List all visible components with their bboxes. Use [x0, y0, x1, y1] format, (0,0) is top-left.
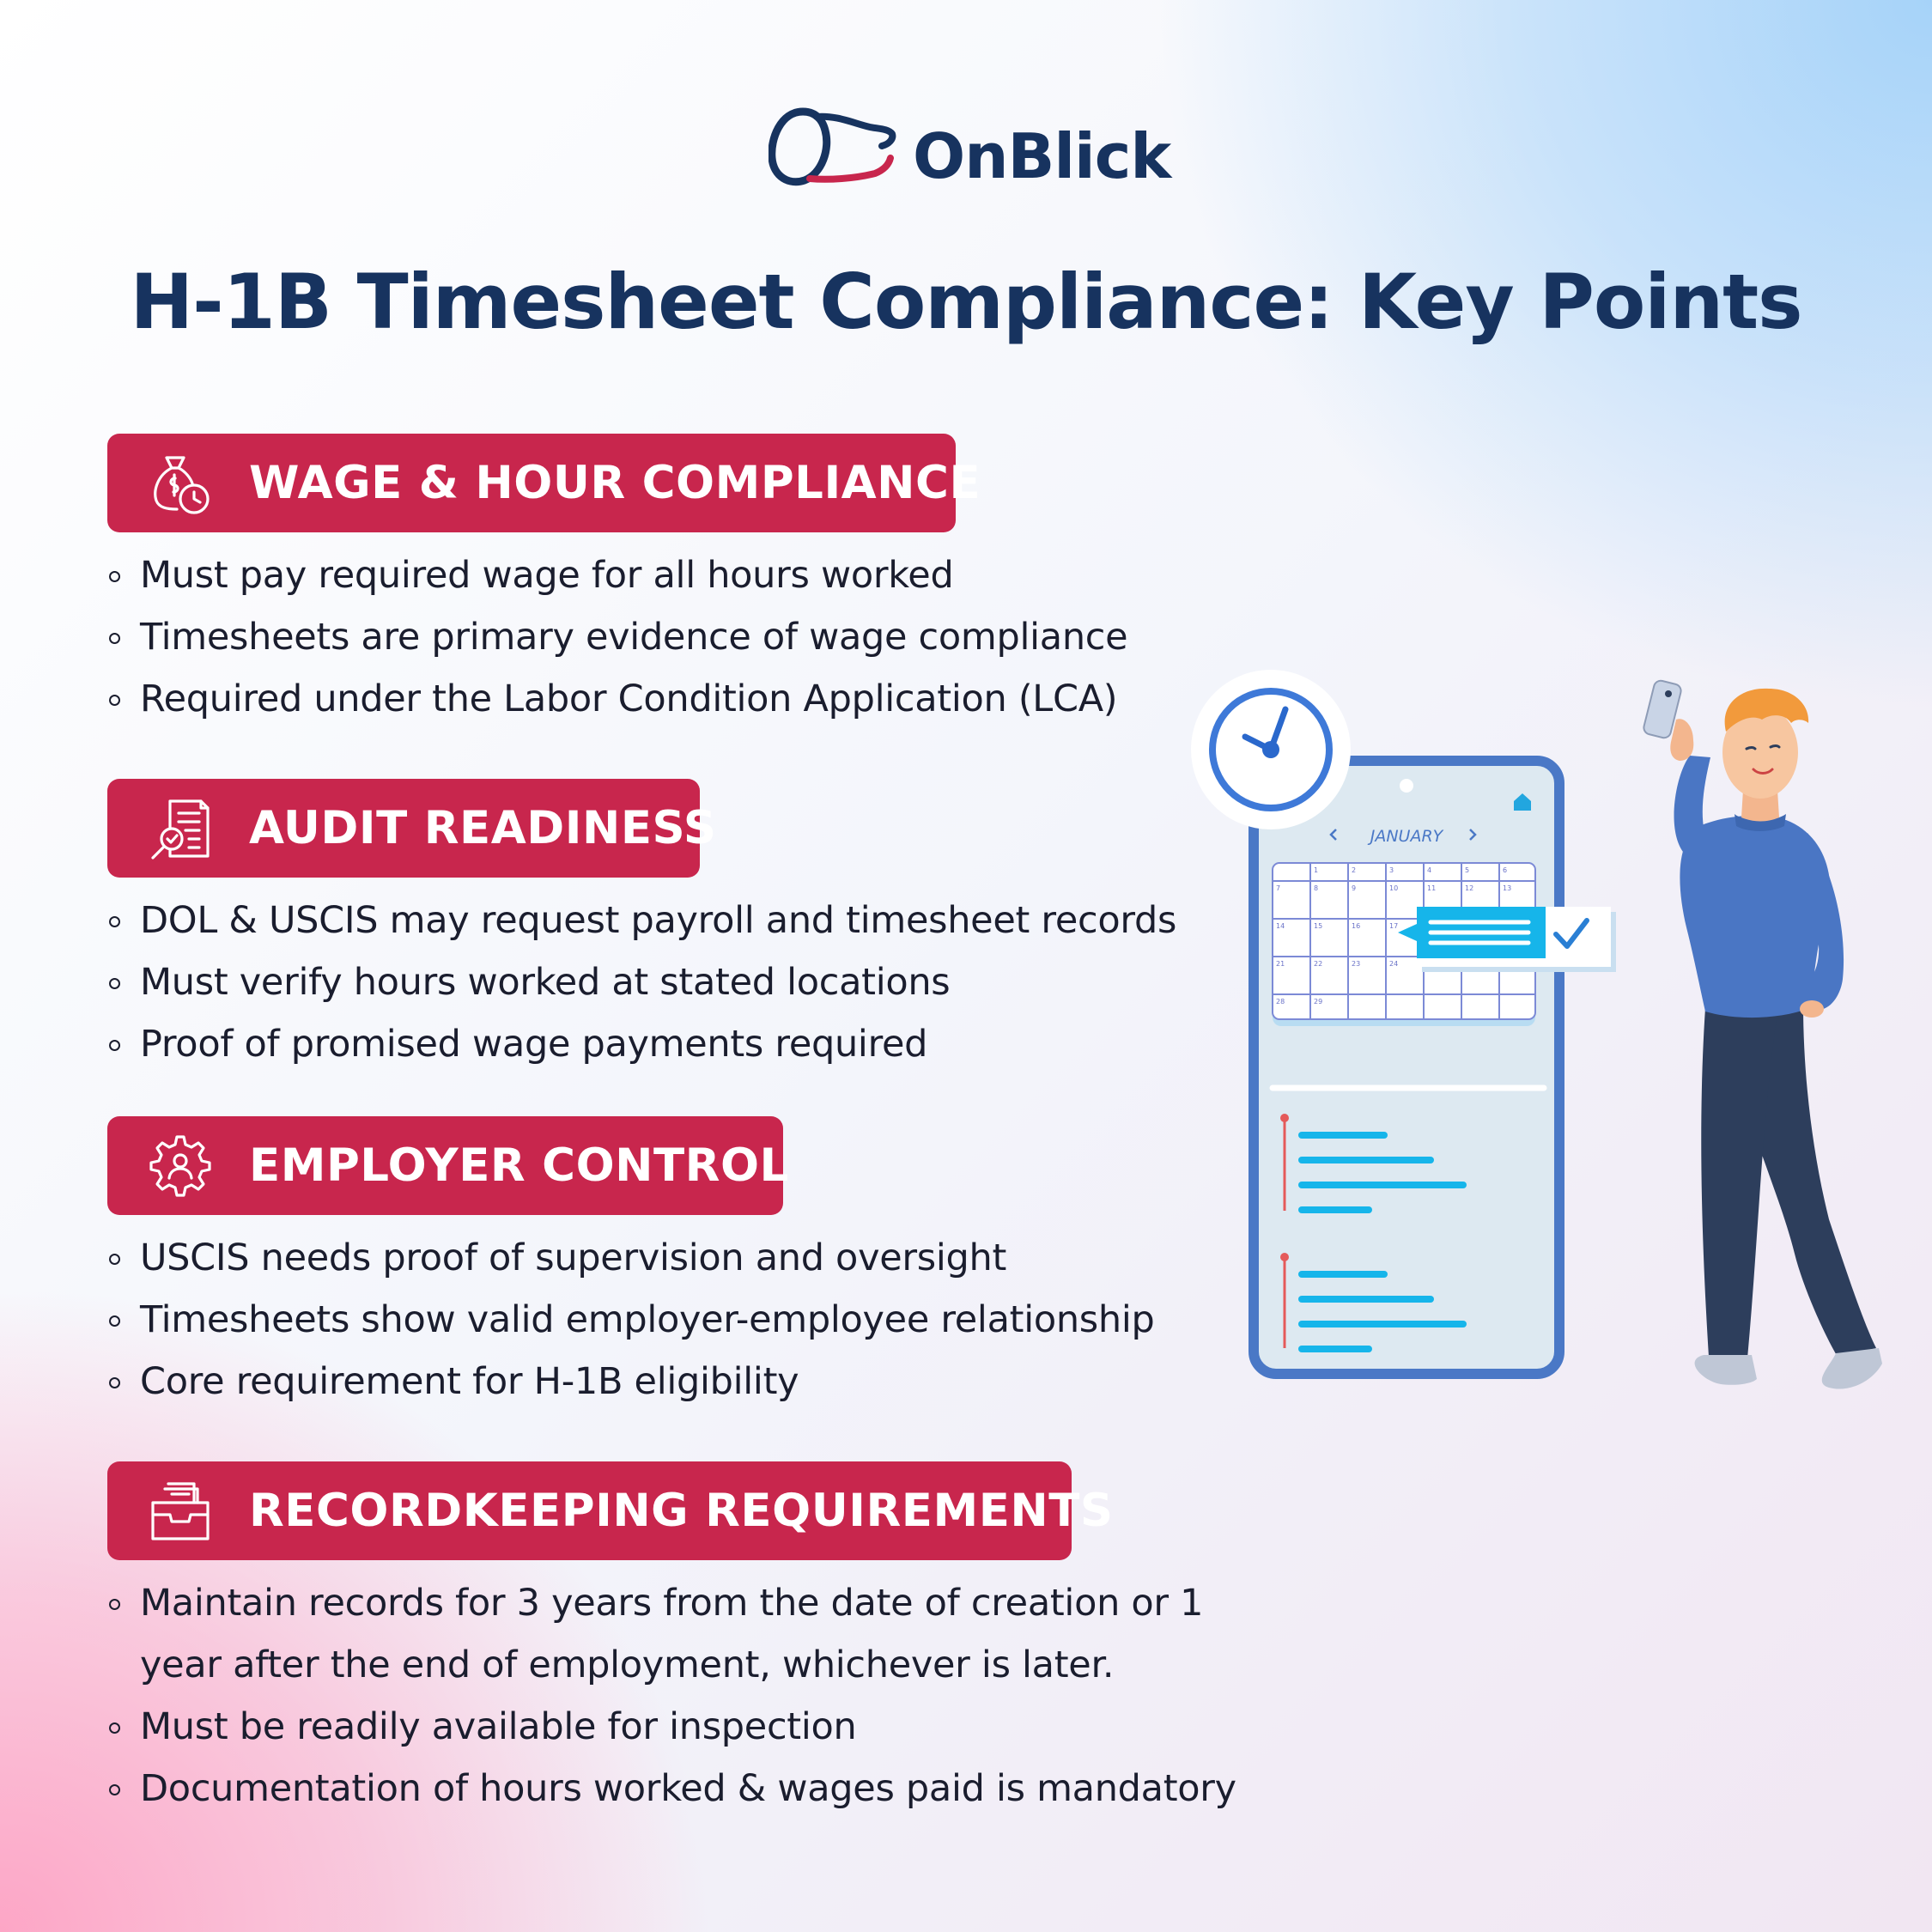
calendar-day: 5	[1465, 866, 1470, 874]
calendar-day: 2	[1352, 866, 1357, 874]
file-folder-icon	[146, 1477, 215, 1546]
document-audit-icon	[146, 794, 215, 863]
calendar-day: 23	[1352, 960, 1361, 968]
calendar-day: 8	[1314, 884, 1319, 892]
employer-control-bullets	[107, 1227, 1155, 1413]
list-item: Timesheets are primary evidence of wage compliance	[107, 606, 1127, 668]
list-item: Maintain records for 3 years from the date of creation or 1	[107, 1572, 1236, 1634]
audit-readiness-bullets	[107, 890, 1176, 1075]
calendar-day: 9	[1352, 884, 1357, 892]
section-title: AUDIT READINESS	[249, 802, 717, 854]
section-header-wage-hour	[107, 434, 981, 532]
section-header-recordkeeping	[107, 1461, 1114, 1560]
calendar-day: 24	[1389, 960, 1399, 968]
calendar-day: 29	[1314, 998, 1323, 1005]
recordkeeping-bullets	[107, 1572, 1236, 1820]
list-item: DOL & USCIS may request payroll and timesheet records	[107, 890, 1176, 951]
list-item: Must be readily available for inspection	[107, 1696, 1236, 1758]
clock-icon	[1191, 670, 1351, 829]
timesheet-message-card	[1398, 907, 1616, 972]
person-illustration	[1643, 679, 1882, 1388]
calendar-day: 22	[1314, 960, 1323, 968]
calendar-day: 21	[1276, 960, 1285, 968]
page-title: H-1B Timesheet Compliance: Key Points	[130, 258, 1802, 346]
list-item: Must verify hours worked at stated locations	[107, 951, 1176, 1013]
calendar-day: 11	[1427, 884, 1437, 892]
list-item: Core requirement for H-1B eligibility	[107, 1351, 1155, 1413]
calendar-day: 15	[1314, 922, 1323, 930]
list-item: Documentation of hours worked & wages paid is mandatory	[107, 1758, 1236, 1820]
calendar-day: 13	[1503, 884, 1512, 892]
wage-hour-bullets	[107, 544, 1127, 730]
calendar-day: 4	[1427, 866, 1432, 874]
list-item: Timesheets show valid employer-employee relationship	[107, 1289, 1155, 1351]
phone-illustration	[1254, 761, 1616, 1374]
calendar-day: 7	[1276, 884, 1281, 892]
money-bag-clock-icon	[146, 449, 215, 518]
section-header-employer-control	[107, 1116, 789, 1215]
onblick-logo	[769, 101, 1171, 196]
list-item-continuation: year after the end of employment, whichever is later.	[140, 1643, 1115, 1686]
calendar-day: 16	[1352, 922, 1361, 930]
calendar-day: 10	[1389, 884, 1399, 892]
section-title: WAGE & HOUR COMPLIANCE	[249, 457, 981, 509]
list-item: Proof of promised wage payments required	[107, 1013, 1176, 1075]
section-header-audit-readiness	[107, 779, 717, 878]
brand-name: OnBlick	[913, 120, 1171, 192]
calendar-day: 12	[1465, 884, 1474, 892]
section-title: EMPLOYER CONTROL	[249, 1139, 789, 1192]
calendar-day: 6	[1503, 866, 1508, 874]
calendar-day: 28	[1276, 998, 1285, 1005]
calendar-day: 17	[1389, 922, 1399, 930]
section-title: RECORDKEEPING REQUIREMENTS	[249, 1485, 1114, 1537]
list-item: Required under the Labor Condition Application (LCA)	[107, 668, 1127, 730]
list-item: Must pay required wage for all hours worked	[107, 544, 1127, 606]
calendar-day: 1	[1314, 866, 1319, 874]
timesheet-illustration	[1185, 670, 1932, 1408]
calendar-day: 3	[1389, 866, 1394, 874]
list-item: USCIS needs proof of supervision and oversight	[107, 1227, 1155, 1289]
onblick-logo-mark-icon	[769, 105, 897, 191]
calendar-month-label: JANUARY	[1370, 827, 1443, 846]
gear-person-icon	[146, 1132, 215, 1200]
calendar-day: 14	[1276, 922, 1285, 930]
